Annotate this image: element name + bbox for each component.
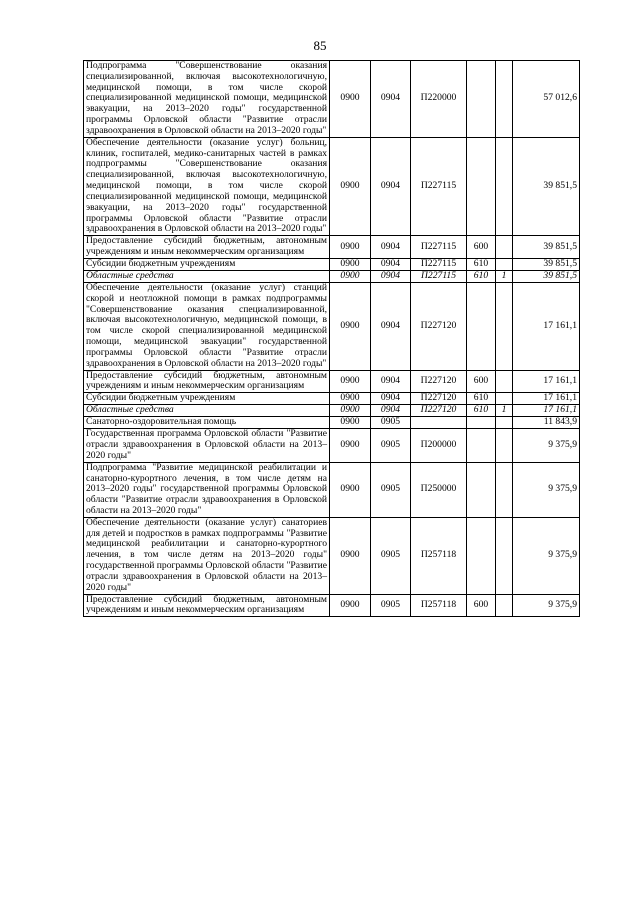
row-description: Обеспечение деятельности (оказание услуг) станций скорой и неотложной помощи в рамках подпрограммы "Совершенствование оказания специализированной, включая высокотехнологичную, медицинской помощи, в том числе скорой специализированной медицинской помощи, медицинской эвакуации" государственной программы Орловской области "Развитие отрасли здравоохранения в Орловской области на 2013–2020 годы" <box>84 282 330 370</box>
department-code: 0900 <box>330 594 371 617</box>
section-code: 0904 <box>371 393 411 405</box>
amount: 39 851,5 <box>513 258 580 270</box>
target-item-code: П227115 <box>411 270 467 282</box>
amount: 17 161,1 <box>513 282 580 370</box>
target-item-code: П257118 <box>411 517 467 594</box>
row-description: Подпрограмма "Совершенствование оказания специализированной, включая высокотехнологичную, медицинской помощи, в том числе скорой специализированной медицинской помощи, медицинской эвакуации, на 2013–2020 годы" государственной программы Орловской области "Развитие отрасли здравоохранения в Орловской области на 2013–2020 годы" <box>84 61 330 138</box>
funding-source-code <box>496 258 513 270</box>
amount: 39 851,5 <box>513 137 580 235</box>
target-item-code: П227120 <box>411 405 467 417</box>
funding-source-code <box>496 236 513 259</box>
amount: 17 161,1 <box>513 405 580 417</box>
table-row <box>84 429 580 462</box>
funding-source-code <box>496 594 513 617</box>
expense-type-code: 600 <box>467 370 496 393</box>
section-code: 0905 <box>371 429 411 462</box>
table-row <box>84 61 580 138</box>
amount: 17 161,1 <box>513 370 580 393</box>
target-item-code: П220000 <box>411 61 467 138</box>
table-row <box>84 393 580 405</box>
target-item-code: П227115 <box>411 137 467 235</box>
expense-type-code: 610 <box>467 270 496 282</box>
row-description: Обеспечение деятельности (оказание услуг) санаториев для детей и подростков в рамках подпрограммы "Развитие медицинской реабилитации и санаторно-курортного лечения, в том числе детям на 2013–2020 годы" государственной программы Орловской области "Развитие отрасли здравоохранения в Орловской области на 2013–2020 годы" <box>84 517 330 594</box>
department-code: 0900 <box>330 462 371 517</box>
section-code: 0905 <box>371 462 411 517</box>
expense-type-code <box>467 61 496 138</box>
funding-source-code <box>496 429 513 462</box>
department-code: 0900 <box>330 405 371 417</box>
expense-type-code <box>467 137 496 235</box>
department-code: 0900 <box>330 282 371 370</box>
funding-source-code <box>496 370 513 393</box>
funding-source-code <box>496 417 513 429</box>
amount: 39 851,5 <box>513 270 580 282</box>
section-code: 0904 <box>371 370 411 393</box>
funding-source-code <box>496 282 513 370</box>
amount: 39 851,5 <box>513 236 580 259</box>
target-item-code <box>411 417 467 429</box>
row-description: Областные средства <box>84 270 330 282</box>
table-row <box>84 370 580 393</box>
target-item-code: П227120 <box>411 282 467 370</box>
table-row <box>84 137 580 235</box>
table-row <box>84 405 580 417</box>
funding-source-code <box>496 61 513 138</box>
section-code: 0904 <box>371 61 411 138</box>
row-description: Государственная программа Орловской области "Развитие отрасли здравоохранения в Орловской области на 2013–2020 годы" <box>84 429 330 462</box>
amount: 9 375,9 <box>513 517 580 594</box>
section-code: 0904 <box>371 137 411 235</box>
department-code: 0900 <box>330 370 371 393</box>
row-description: Субсидии бюджетным учреждениям <box>84 258 330 270</box>
expense-type-code: 610 <box>467 258 496 270</box>
section-code: 0904 <box>371 258 411 270</box>
expense-type-code <box>467 517 496 594</box>
target-item-code: П200000 <box>411 429 467 462</box>
expense-type-code <box>467 429 496 462</box>
expense-type-code: 600 <box>467 594 496 617</box>
section-code: 0905 <box>371 594 411 617</box>
department-code: 0900 <box>330 137 371 235</box>
funding-source-code <box>496 517 513 594</box>
amount: 57 012,6 <box>513 61 580 138</box>
target-item-code: П257118 <box>411 594 467 617</box>
funding-source-code <box>496 393 513 405</box>
row-description: Предоставление субсидий бюджетным, автономным учреждениям и иным некоммерческим организациям <box>84 236 330 259</box>
table-row <box>84 417 580 429</box>
table-row <box>84 517 580 594</box>
amount: 17 161,1 <box>513 393 580 405</box>
row-description: Санаторно-оздоровительная помощь <box>84 417 330 429</box>
table-row <box>84 462 580 517</box>
budget-table <box>83 60 580 617</box>
funding-source-code <box>496 462 513 517</box>
department-code: 0900 <box>330 258 371 270</box>
row-description: Предоставление субсидий бюджетным, автономным учреждениям и иным некоммерческим организациям <box>84 370 330 393</box>
expense-type-code: 610 <box>467 393 496 405</box>
amount: 9 375,9 <box>513 462 580 517</box>
row-description: Областные средства <box>84 405 330 417</box>
expense-type-code: 610 <box>467 405 496 417</box>
table-row <box>84 282 580 370</box>
expense-type-code <box>467 417 496 429</box>
section-code: 0904 <box>371 405 411 417</box>
department-code: 0900 <box>330 270 371 282</box>
expense-type-code <box>467 282 496 370</box>
funding-source-code: 1 <box>496 405 513 417</box>
section-code: 0905 <box>371 517 411 594</box>
department-code: 0900 <box>330 393 371 405</box>
department-code: 0900 <box>330 517 371 594</box>
department-code: 0900 <box>330 236 371 259</box>
table-row <box>84 270 580 282</box>
table-row <box>84 258 580 270</box>
amount: 9 375,9 <box>513 594 580 617</box>
amount: 11 843,9 <box>513 417 580 429</box>
expense-type-code: 600 <box>467 236 496 259</box>
department-code: 0900 <box>330 429 371 462</box>
department-code: 0900 <box>330 417 371 429</box>
section-code: 0904 <box>371 282 411 370</box>
amount: 9 375,9 <box>513 429 580 462</box>
table-row <box>84 594 580 617</box>
department-code: 0900 <box>330 61 371 138</box>
table-row <box>84 236 580 259</box>
target-item-code: П227120 <box>411 393 467 405</box>
target-item-code: П227115 <box>411 236 467 259</box>
funding-source-code <box>496 137 513 235</box>
target-item-code: П227120 <box>411 370 467 393</box>
target-item-code: П250000 <box>411 462 467 517</box>
row-description: Субсидии бюджетным учреждениям <box>84 393 330 405</box>
row-description: Предоставление субсидий бюджетным, автономным учреждениям и иным некоммерческим организациям <box>84 594 330 617</box>
section-code: 0904 <box>371 270 411 282</box>
expense-type-code <box>467 462 496 517</box>
section-code: 0905 <box>371 417 411 429</box>
row-description: Обеспечение деятельности (оказание услуг) больниц, клиник, госпиталей, медико-санитарных частей в рамках подпрограммы "Совершенствование оказания специализированной, включая высокотехнологичную, медицинской помощи, в том числе скорой специализированной медицинской помощи, медицинской эвакуации, на 2013–2020 годы" государственной программы Орловской области "Развитие отрасли здравоохранения в Орловской области на 2013–2020 годы" <box>84 137 330 235</box>
row-description: Подпрограмма "Развитие медицинской реабилитации и санаторно-курортного лечения, в том числе детям на 2013–2020 годы" государственной программы Орловской области "Развитие отрасли здравоохранения в Орловской области на 2013–2020 годы" <box>84 462 330 517</box>
target-item-code: П227115 <box>411 258 467 270</box>
section-code: 0904 <box>371 236 411 259</box>
funding-source-code: 1 <box>496 270 513 282</box>
page-number: 85 <box>313 38 327 53</box>
